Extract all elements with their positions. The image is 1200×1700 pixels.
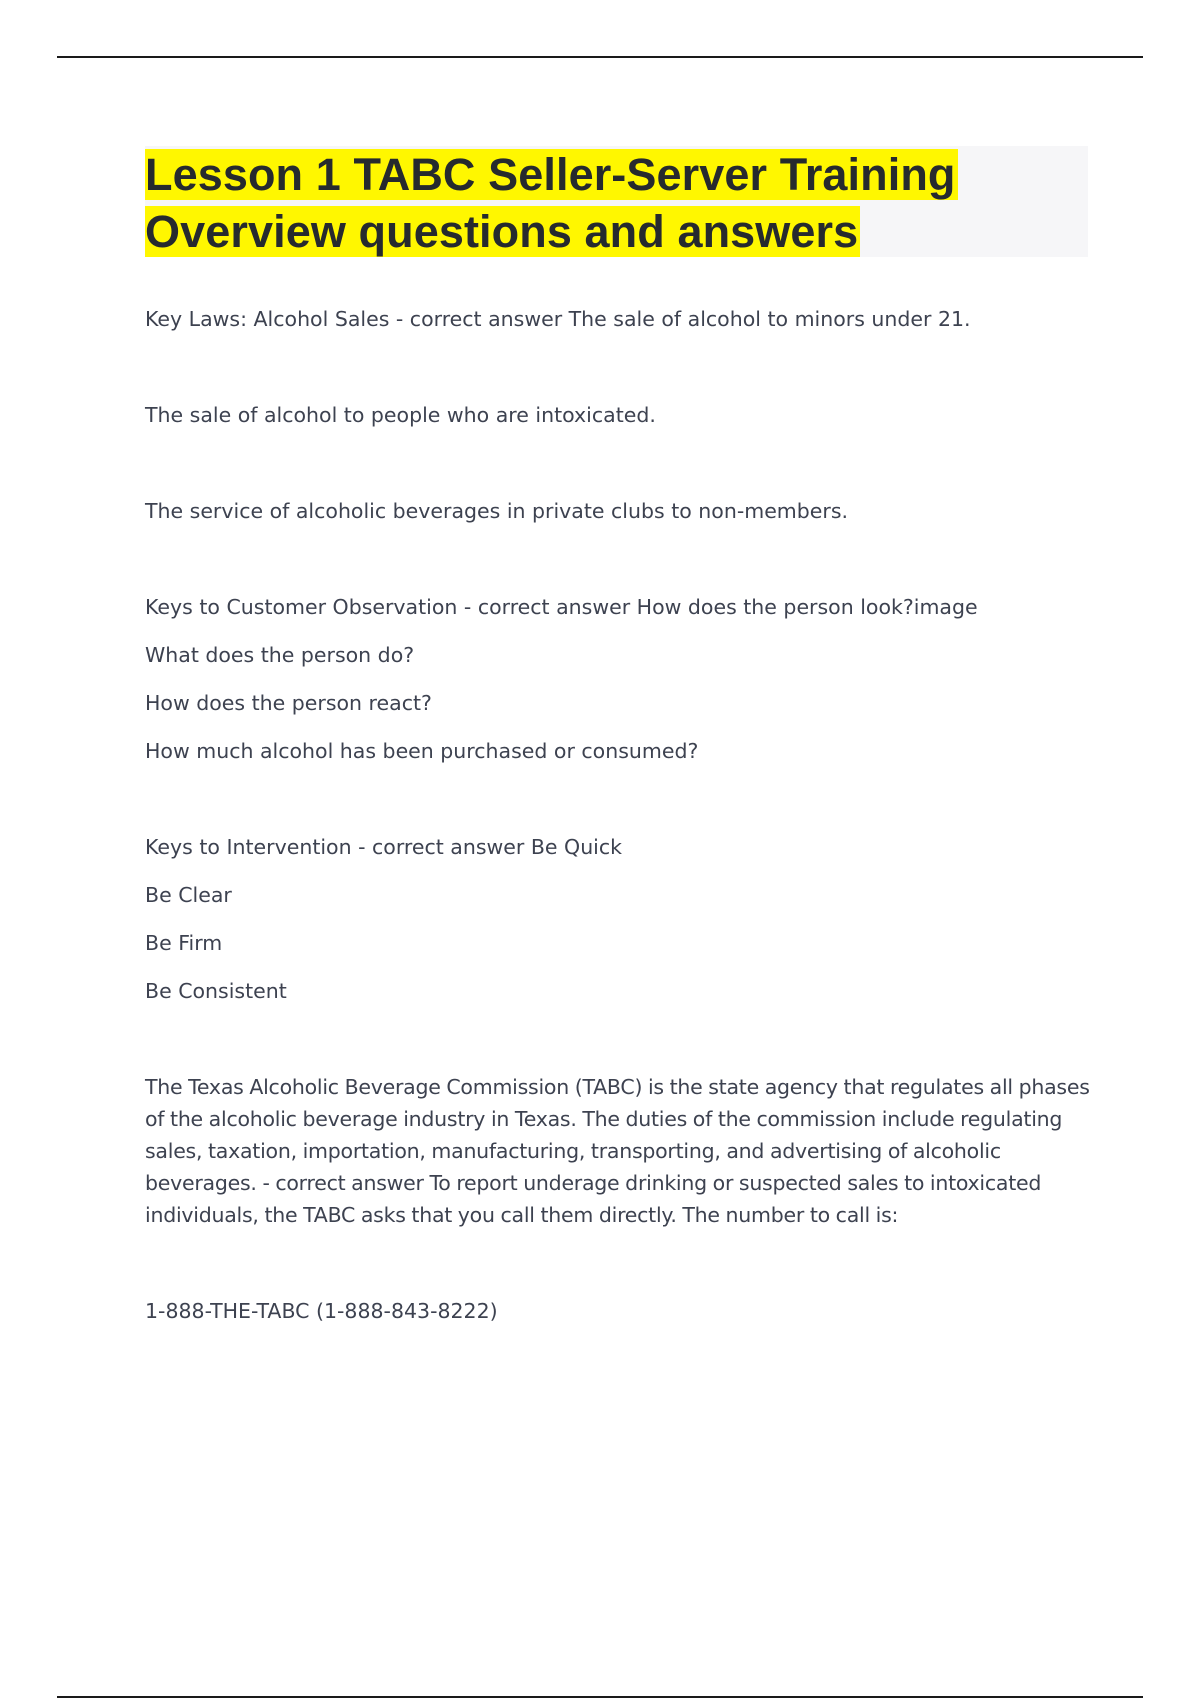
intervention-line: Keys to Intervention - correct answer Be Quick: [145, 835, 623, 859]
intervention-line-3: Be Firm: [145, 931, 223, 955]
tabc-paragraph: The Texas Alcoholic Beverage Commission (TABC) is the state agency that regulates all phases of the alcoholic beverage industry in Texas. The duties of the commission include regulating sales, taxation, importation, manufacturing, transporting, and advertising of alcoholic beverages. - correct answer To report underage drinking or suspected sales to intoxicated individuals, the TABC asks that you call them directly. The number to call is:: [145, 1075, 1090, 1227]
intoxicated-line: The sale of alcohol to people who are intoxicated.: [145, 403, 656, 427]
bottom-rule: [57, 1696, 1143, 1698]
observation-line-4: How much alcohol has been purchased or consumed?: [145, 739, 699, 763]
title-line-1: Lesson 1 TABC Seller-Server Training: [145, 149, 956, 200]
title-block: [145, 146, 1088, 257]
intervention-line-4: Be Consistent: [145, 979, 287, 1003]
customer-observation-line: Keys to Customer Observation - correct answer How does the person look?image: [145, 595, 978, 619]
observation-line-3: How does the person react?: [145, 691, 432, 715]
tabc-phone-number: 1-888-THE-TABC (1-888-843-8222): [145, 1299, 498, 1323]
private-clubs-line: The service of alcoholic beverages in private clubs to non-members.: [145, 499, 849, 523]
top-rule: [57, 56, 1143, 58]
title-line-2: Overview questions and answers: [145, 206, 859, 257]
document-title: [145, 146, 1088, 260]
observation-line-2: What does the person do?: [145, 643, 415, 667]
document-body: [145, 303, 1090, 1327]
key-laws-line: Key Laws: Alcohol Sales - correct answer The sale of alcohol to minors under 21.: [145, 307, 971, 331]
intervention-line-2: Be Clear: [145, 883, 232, 907]
